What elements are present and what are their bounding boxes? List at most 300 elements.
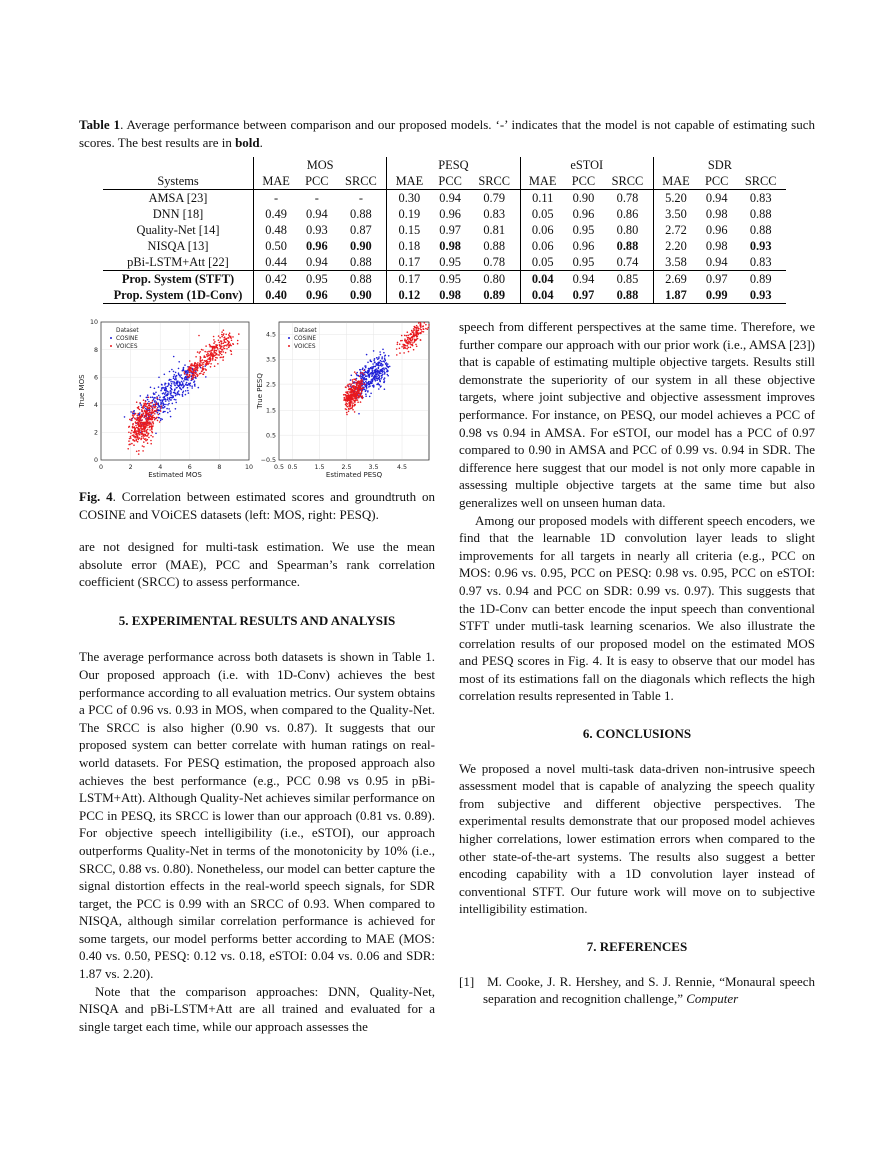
table-header-metric: PCC: [698, 173, 735, 190]
data-point: [150, 387, 152, 389]
data-point: [384, 355, 386, 357]
data-point: [163, 397, 165, 399]
data-point: [159, 399, 161, 401]
data-point: [353, 397, 355, 399]
data-point: [128, 440, 130, 442]
data-point: [148, 405, 150, 407]
y-tick-label: 8: [93, 346, 98, 354]
data-point: [135, 413, 137, 415]
table-cell: 0.05: [531, 207, 554, 221]
data-point: [175, 383, 177, 385]
data-point: [140, 420, 142, 422]
data-point: [376, 357, 378, 359]
data-point: [167, 397, 169, 399]
table-cell: 0.97: [565, 287, 602, 304]
data-point: [376, 374, 378, 376]
data-point: [143, 437, 145, 439]
data-point: [366, 387, 368, 389]
data-point: [146, 416, 148, 418]
data-point: [399, 343, 401, 345]
data-point: [187, 377, 189, 379]
table-group-header-row: [103, 157, 786, 173]
y-tick-label: −0.5: [260, 457, 276, 465]
data-point: [179, 388, 181, 390]
data-point: [210, 360, 212, 362]
data-point: [175, 378, 177, 380]
data-point: [165, 383, 167, 385]
data-point: [221, 351, 223, 353]
data-point: [149, 403, 151, 405]
data-point: [181, 389, 183, 391]
data-point: [164, 411, 166, 413]
data-point: [217, 363, 219, 365]
data-point: [399, 348, 401, 350]
reference-1-text: M. Cooke, J. R. Hershey, and S. J. Rennie, “Monaural speech separation and recognition challenge,”: [483, 973, 815, 1007]
table-cell-system: Prop. System (1D-Conv): [103, 287, 254, 304]
table-cell: 0.96: [439, 207, 461, 221]
data-point: [146, 426, 148, 428]
data-point: [381, 361, 383, 363]
right-paragraph-2: Among our proposed models with different speech encoders, we find that the learnable 1D convolution layer leads to slight improvements for all targets in nearly all criteria (e.g., PCC on MOS: 0.96 vs. 0.95, PCC on PESQ: 0.98 vs. 0.95, PCC on eSTOI: 0.97 vs. 0.94 and PCC on SDR: 0.99 vs. 0.97). This suggests that the 1D-Conv can better encode the input speech than conventional STFT under mutli-task learning scenarios. We also illustrate the correlation results of our proposed model on the estimated MOS and PESQ scores in Fig. 4. It is easy to observe that our model has most of its estimations fall on the diagonals which reflects the high correlation results represented in Table 1.: [459, 512, 815, 704]
data-point: [191, 376, 193, 378]
data-point: [155, 392, 157, 394]
data-point: [383, 370, 385, 372]
data-point: [182, 395, 184, 397]
data-point: [223, 342, 225, 344]
data-point: [163, 404, 165, 406]
data-point: [140, 395, 142, 397]
data-point: [202, 359, 204, 361]
data-point: [385, 360, 387, 362]
y-tick-label: 4: [93, 402, 98, 409]
data-point: [202, 373, 204, 375]
data-point: [155, 433, 157, 435]
data-point: [382, 364, 384, 366]
data-point: [149, 423, 151, 425]
table-cell: 0.50: [265, 239, 287, 253]
data-point: [371, 372, 373, 374]
data-point: [373, 384, 375, 386]
data-point: [158, 417, 160, 419]
data-point: [135, 425, 137, 427]
data-point: [368, 368, 370, 370]
data-point: [145, 438, 147, 440]
data-point: [366, 372, 368, 374]
data-point: [354, 395, 356, 397]
table-cell: 0.11: [532, 191, 554, 205]
data-point: [134, 417, 136, 419]
data-point: [131, 418, 133, 420]
data-point: [148, 433, 150, 435]
table-metric-header-row: [103, 173, 786, 190]
data-point: [132, 414, 134, 416]
data-point: [351, 407, 353, 409]
data-point: [150, 415, 152, 417]
data-point: [350, 396, 352, 398]
data-point: [148, 437, 150, 439]
data-point: [385, 363, 387, 365]
data-point: [355, 391, 357, 393]
data-point: [170, 393, 172, 395]
data-point: [137, 441, 139, 443]
data-point: [413, 335, 415, 337]
data-point: [352, 403, 354, 405]
table-cell: 0.12: [387, 287, 432, 304]
data-point: [370, 360, 372, 362]
data-point: [174, 399, 176, 401]
data-point: [148, 397, 150, 399]
data-point: [386, 368, 388, 370]
figure-caption: [79, 488, 435, 523]
data-point: [386, 365, 388, 367]
table-cell: 0.04: [520, 287, 565, 304]
data-point: [221, 336, 223, 338]
data-point: [377, 362, 379, 364]
data-point: [343, 394, 345, 396]
data-point: [181, 377, 183, 379]
table-cell-system: DNN [18]: [103, 206, 254, 222]
x-tick-label: 0.5: [273, 464, 285, 471]
data-point: [169, 410, 171, 412]
data-point: [352, 391, 354, 393]
data-point: [349, 406, 351, 408]
data-point: [355, 373, 357, 375]
data-point: [382, 373, 384, 375]
table-cell: 0.90: [336, 238, 387, 254]
data-point: [139, 420, 141, 422]
data-point: [143, 399, 145, 401]
data-point: [374, 370, 376, 372]
data-point: [143, 435, 145, 437]
data-point: [413, 349, 415, 351]
data-point: [420, 322, 422, 324]
data-point: [152, 412, 154, 414]
data-point: [371, 373, 373, 375]
data-point: [129, 438, 131, 440]
data-point: [144, 415, 146, 417]
table-cell: 2.69: [665, 272, 687, 286]
data-point: [196, 366, 198, 368]
table-cell: 0.94: [306, 207, 328, 221]
data-point: [362, 375, 364, 377]
data-point: [416, 325, 418, 327]
data-point: [412, 338, 414, 340]
data-point: [205, 369, 207, 371]
data-point: [407, 343, 409, 345]
table-cell: 0.94: [298, 254, 335, 271]
data-point: [425, 324, 427, 326]
table-cell: 0.98: [431, 287, 468, 304]
data-point: [160, 402, 162, 404]
data-point: [360, 374, 362, 376]
data-point: [212, 348, 214, 350]
data-point: [143, 424, 145, 426]
table-cell: -: [314, 191, 319, 205]
data-point: [362, 387, 364, 389]
data-point: [203, 362, 205, 364]
data-point: [418, 330, 420, 332]
data-point: [141, 433, 143, 435]
data-point: [408, 341, 410, 343]
table-row: [103, 254, 786, 271]
data-point: [198, 364, 200, 366]
data-point: [189, 384, 191, 386]
data-point: [230, 351, 232, 353]
data-point: [173, 383, 175, 385]
data-point: [131, 430, 133, 432]
data-point: [369, 385, 371, 387]
data-point: [134, 432, 136, 434]
data-point: [352, 382, 354, 384]
data-point: [347, 398, 349, 400]
table-cell: 0.48: [265, 223, 287, 237]
data-point: [155, 406, 157, 408]
data-point: [428, 327, 430, 329]
data-point: [132, 417, 134, 419]
reference-1-number: [1]: [459, 973, 475, 989]
data-point: [224, 336, 226, 338]
data-point: [350, 401, 352, 403]
data-point: [194, 383, 196, 385]
y-tick-label: 4.5: [265, 331, 276, 339]
data-point: [361, 395, 363, 397]
data-point: [353, 393, 355, 395]
table-cell: 0.99: [698, 287, 735, 304]
data-point: [191, 379, 193, 381]
data-point: [182, 370, 184, 372]
data-point: [351, 394, 353, 396]
data-point: [167, 399, 169, 401]
data-point: [191, 387, 193, 389]
table-cell: 2.72: [665, 223, 687, 237]
data-point: [185, 376, 187, 378]
data-point: [175, 379, 177, 381]
data-point: [420, 325, 422, 327]
data-point: [346, 405, 348, 407]
data-point: [175, 395, 177, 397]
data-point: [399, 352, 401, 354]
data-point: [170, 399, 172, 401]
data-point: [221, 334, 223, 336]
data-point: [187, 390, 189, 392]
data-point: [137, 429, 139, 431]
data-point: [146, 424, 148, 426]
data-point: [127, 448, 129, 450]
data-point: [381, 356, 383, 358]
table-header-blank: [103, 157, 254, 173]
data-point: [138, 453, 140, 455]
table-cell-system: pBi-LSTM+Att [22]: [103, 254, 254, 271]
data-point: [213, 351, 215, 353]
data-point: [199, 351, 201, 353]
data-point: [387, 369, 389, 371]
data-point: [206, 351, 208, 353]
legend-entry: COSINE: [294, 336, 316, 342]
data-point: [379, 384, 381, 386]
data-point: [149, 429, 151, 431]
data-point: [210, 352, 212, 354]
data-point: [173, 356, 175, 358]
data-point: [137, 422, 139, 424]
data-point: [352, 379, 354, 381]
data-point: [219, 342, 221, 344]
data-point: [144, 431, 146, 433]
data-point: [150, 435, 152, 437]
data-point: [175, 399, 177, 401]
section-5-heading: 5. EXPERIMENTAL RESULTS AND ANALYSIS: [118, 612, 396, 628]
left-column: [79, 538, 435, 1035]
data-point: [346, 398, 348, 400]
data-point: [188, 392, 190, 394]
table-cell: 0.98: [705, 207, 728, 221]
data-point: [376, 384, 378, 386]
data-point: [379, 381, 381, 383]
data-point: [185, 383, 187, 385]
data-point: [413, 328, 415, 330]
data-point: [187, 372, 189, 374]
data-point: [217, 348, 219, 350]
data-point: [352, 395, 354, 397]
data-point: [148, 427, 150, 429]
data-point: [359, 376, 361, 378]
data-point: [347, 392, 349, 394]
data-point: [158, 414, 160, 416]
data-point: [132, 435, 134, 437]
table-cell: 0.95: [306, 272, 328, 286]
data-point: [407, 335, 409, 337]
data-point: [174, 374, 176, 376]
data-point: [214, 341, 216, 343]
table-caption-text: . Average performance between comparison and our proposed models. ‘-’ indicates that the model is not capable of estimating such scores. The best results are in: [79, 117, 816, 150]
data-point: [362, 398, 364, 400]
data-point: [140, 430, 142, 432]
data-point: [363, 373, 365, 375]
data-point: [372, 363, 374, 365]
data-point: [195, 367, 197, 369]
table-cell: 0.06: [531, 239, 554, 253]
data-point: [410, 347, 412, 349]
data-point: [216, 346, 218, 348]
data-point: [144, 410, 146, 412]
data-point: [209, 359, 211, 361]
data-point: [138, 424, 140, 426]
data-point: [382, 370, 384, 372]
data-point: [387, 363, 389, 365]
data-point: [182, 392, 184, 394]
table-cell: 0.42: [265, 272, 287, 286]
data-point: [207, 361, 209, 363]
table-cell: 0.96: [572, 207, 595, 221]
data-point: [143, 441, 145, 443]
data-point: [202, 369, 204, 371]
data-point: [345, 402, 347, 404]
data-point: [375, 380, 377, 382]
data-point: [365, 395, 367, 397]
data-point: [174, 389, 176, 391]
data-point: [193, 377, 195, 379]
data-point: [158, 409, 160, 411]
data-point: [378, 375, 380, 377]
data-point: [142, 422, 144, 424]
table-cell: 0.40: [254, 287, 299, 304]
y-tick-label: 10: [89, 319, 98, 327]
data-point: [153, 423, 155, 425]
data-point: [208, 351, 210, 353]
data-point: [132, 424, 134, 426]
legend-marker: [288, 337, 290, 339]
data-point: [160, 400, 162, 402]
data-point: [124, 416, 126, 418]
section-6-heading: 6. CONCLUSIONS: [582, 726, 692, 742]
data-point: [361, 379, 363, 381]
data-point: [411, 331, 413, 333]
table-cell: 0.18: [398, 239, 421, 253]
y-axis-label: True PESQ: [256, 373, 264, 409]
table-cell: 0.04: [531, 272, 554, 286]
table-cell: 0.83: [735, 254, 786, 271]
data-point: [186, 379, 188, 381]
data-point: [354, 389, 356, 391]
data-point: [152, 396, 154, 398]
data-point: [380, 386, 382, 388]
table-cell: 0.44: [254, 254, 299, 271]
table-cell: 0.93: [749, 239, 772, 253]
data-point: [346, 412, 348, 414]
data-point: [175, 393, 177, 395]
table-caption: [79, 116, 815, 152]
data-point: [141, 431, 143, 433]
data-point: [354, 371, 356, 373]
table-cell: 0.83: [469, 206, 520, 222]
data-point: [165, 387, 167, 389]
data-point: [223, 333, 225, 335]
right-column: [459, 318, 815, 1008]
data-point: [147, 407, 149, 409]
data-point: [380, 373, 382, 375]
data-point: [215, 352, 217, 354]
data-point: [396, 354, 398, 356]
data-point: [183, 386, 185, 388]
data-point: [150, 418, 152, 420]
table-header-metric: SRCC: [336, 173, 387, 190]
data-point: [401, 335, 403, 337]
table-header-metric: PCC: [298, 173, 335, 190]
data-point: [383, 367, 385, 369]
reference-1: [459, 973, 815, 1008]
data-point: [373, 372, 375, 374]
data-point: [137, 415, 139, 417]
data-point: [353, 399, 355, 401]
correlation-figure: [79, 316, 435, 486]
data-point: [359, 393, 361, 395]
data-point: [366, 354, 368, 356]
y-tick-label: 0.5: [265, 432, 276, 440]
data-point: [156, 408, 158, 410]
data-point: [225, 334, 227, 336]
table-cell: 3.50: [665, 207, 687, 221]
data-point: [397, 344, 399, 346]
data-point: [365, 367, 367, 369]
data-point: [359, 382, 361, 384]
data-point: [380, 354, 382, 356]
data-point: [210, 356, 212, 358]
data-point: [149, 408, 151, 410]
data-point: [170, 416, 172, 418]
data-point: [226, 345, 228, 347]
data-point: [356, 392, 358, 394]
data-point: [148, 401, 150, 403]
data-point: [167, 391, 169, 393]
